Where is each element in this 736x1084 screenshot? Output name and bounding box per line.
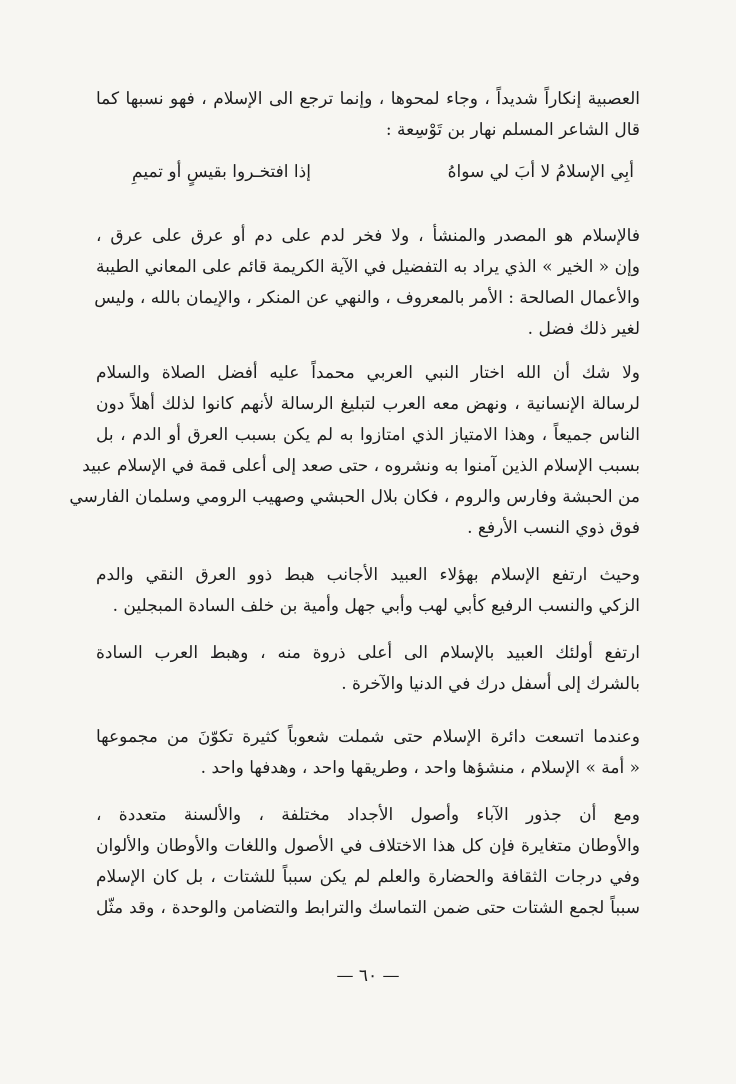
paragraph-line: وعندما اتسعت دائرة الإسلام حتى شملت شعوباً كثيرة تكوّنَ من مجموعها [96, 727, 640, 747]
paragraph-4 [96, 638, 640, 700]
paragraph-1 [96, 221, 640, 345]
paragraph-line: والأوطان متغايرة فإن كل هذا الاختلاف في الأصول واللغات والأوطان والألوان [96, 836, 640, 856]
paragraph-line: ومع أن جذور الآباء وأصول الأجداد مختلفة ، والألسنة متعددة ، [96, 805, 640, 825]
paragraph-line: وحيث ارتفع الإسلام بهؤلاء العبيد الأجانب هبط ذوو العرق النقي والدم [96, 565, 640, 585]
paragraph-6 [96, 800, 640, 924]
intro-text [96, 84, 640, 146]
paragraph-line: ارتفع أولئك العبيد بالإسلام الى أعلى ذروة منه ، وهبط العرب السادة [96, 643, 640, 663]
paragraph-line: فالإسلام هو المصدر والمنشأ ، ولا فخر لدم على دم أو عرق على عرق ، [96, 226, 640, 246]
verse-second-hemistich: إذا افتخـروا بقيسٍ أو تميمِ [132, 162, 311, 182]
intro-line-2: قال الشاعر المسلم نهار بن تَوْسِعة : [385, 120, 640, 140]
paragraph-line: لغير ذلك فضل . [527, 319, 640, 339]
paragraph-5 [96, 722, 640, 784]
intro-line-1: العصبية إنكاراً شديداً ، وجاء لمحوها ، وإنما ترجع الى الإسلام ، فهو نسبها كما [96, 89, 640, 109]
paragraph-2 [69, 358, 640, 544]
paragraph-line: بالشرك إلى أسفل درك في الدنيا والآخرة . [341, 674, 640, 694]
paragraph-line: بسبب الإسلام الذين آمنوا به ونشروه ، حتى صعد إلى أعلى قمة في الإسلام عبيد [82, 456, 640, 476]
poetry-verse [132, 162, 634, 196]
verse-first-hemistich: أبِي الإسلامُ لا أبَ لي سواهُ [447, 162, 634, 182]
paragraph-line: ولا شك أن الله اختار النبي العربي محمداً عليه أفضل الصلاة والسلام [96, 363, 640, 383]
paragraph-line: الناس جميعاً ، وهذا الامتياز الذي امتازوا به لم يكن بسبب العرق أو الدم ، بل [96, 425, 640, 445]
paragraph-line: لرسالة الإنسانية ، ونهض معه العرب لتبليغ الرسالة لأنهم كانوا لذلك أهلاً دون [96, 394, 640, 414]
paragraph-line: من الحبشة وفارس والروم ، فكان بلال الحبشي وصهيب الرومي وسلمان الفارسي [69, 487, 640, 507]
paragraph-line: وإن « الخير » الذي يراد به التفضيل في الآية الكريمة قائم على المعاني الطيبة [96, 257, 640, 277]
paragraph-line: سبباً لجمع الشتات حتى ضمن التماسك والترابط والتضامن والوحدة ، وقد مثّل [96, 898, 640, 918]
paragraph-line: والأعمال الصالحة : الأمر بالمعروف ، والنهي عن المنكر ، والإيمان بالله ، وليس [94, 288, 640, 308]
paragraph-line: وفي درجات الثقافة والحضارة والعلم لم يكن سبباً للشتات ، بل كان الإسلام [96, 867, 640, 887]
paragraph-3 [96, 560, 640, 622]
paragraph-line: الزكي والنسب الرفيع كأبي لهب وأبي جهل وأمية بن خلف السادة المبجلين . [112, 596, 640, 616]
page-number: — ٦٠ — [336, 966, 400, 986]
paragraph-line: « أمة » الإسلام ، منشؤها واحد ، وطريقها واحد ، وهدفها واحد . [200, 758, 640, 778]
paragraph-line: فوق ذوي النسب الأرفع . [467, 518, 640, 538]
